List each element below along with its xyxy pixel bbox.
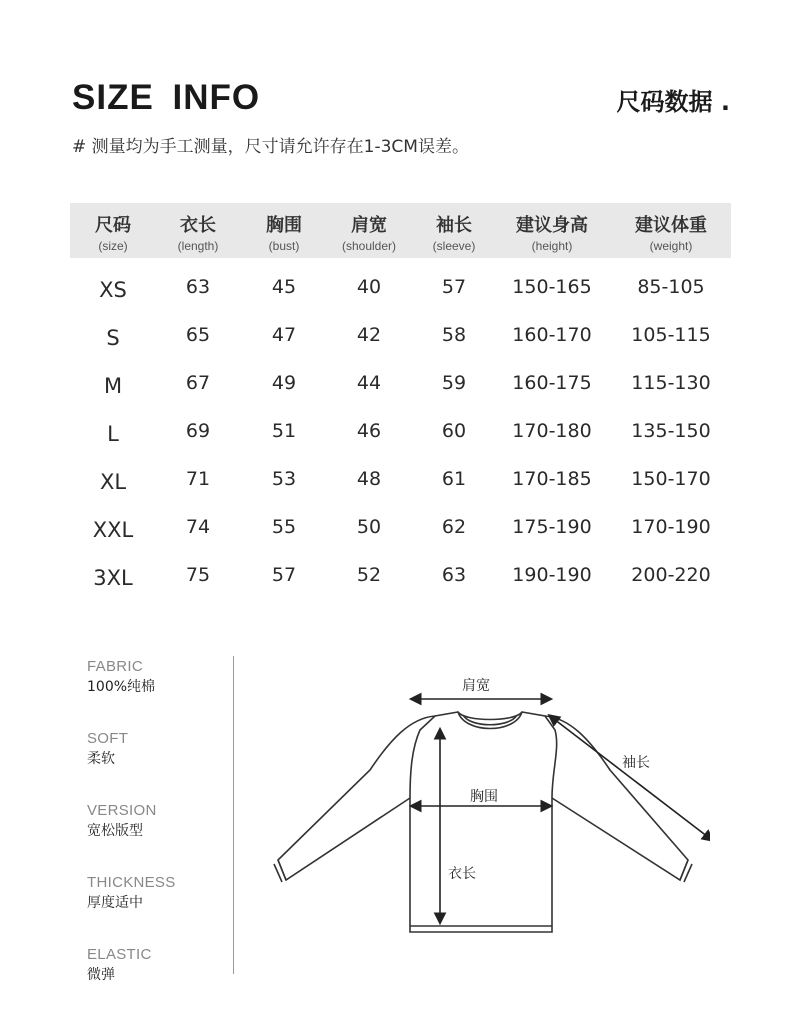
cell-bust: 55 <box>271 516 297 538</box>
cell-bust: 49 <box>271 372 297 394</box>
label-shoulder: 肩宽 <box>462 678 490 694</box>
cell-length: 65 <box>185 324 211 346</box>
table-row <box>0 420 800 450</box>
cell-shoulder: 40 <box>356 276 382 298</box>
attr-version: VERSION 宽松版型 <box>87 802 157 839</box>
table-row <box>0 324 800 354</box>
cell-sleeve: 58 <box>441 324 467 346</box>
label-bust: 胸围 <box>470 789 498 805</box>
cell-bust: 47 <box>271 324 297 346</box>
cell-shoulder: 46 <box>356 420 382 442</box>
shirt-outline <box>274 712 692 932</box>
cell-bust: 45 <box>271 276 297 298</box>
cell-size: XXL <box>92 518 134 542</box>
table-row <box>0 468 800 498</box>
page-title-cn: 尺码数据 . <box>616 88 730 116</box>
cell-length: 67 <box>185 372 211 394</box>
size-table-header <box>70 203 731 258</box>
header-shoulder: 肩宽 (shoulder) <box>341 215 397 253</box>
table-row <box>0 516 800 546</box>
cell-weight: 150-170 <box>631 468 711 490</box>
label-length: 衣长 <box>448 866 476 882</box>
cell-size: 3XL <box>93 566 133 590</box>
page-title: SIZE INFO <box>72 78 261 117</box>
cell-length: 71 <box>185 468 211 490</box>
cell-sleeve: 57 <box>441 276 467 298</box>
cell-height: 190-190 <box>512 564 592 586</box>
cell-size: XL <box>99 470 127 494</box>
cell-sleeve: 60 <box>441 420 467 442</box>
cell-shoulder: 42 <box>356 324 382 346</box>
cell-weight: 170-190 <box>631 516 711 538</box>
cell-length: 63 <box>185 276 211 298</box>
header-size: 尺码 (size) <box>95 215 131 253</box>
section-divider <box>233 656 234 974</box>
attr-fabric: FABRIC 100%纯棉 <box>87 658 156 695</box>
cell-weight: 200-220 <box>631 564 711 586</box>
sleeve-arrow <box>550 716 710 840</box>
cell-shoulder: 44 <box>356 372 382 394</box>
cell-height: 160-170 <box>512 324 592 346</box>
cell-height: 170-180 <box>512 420 592 442</box>
cell-shoulder: 48 <box>356 468 382 490</box>
cell-size: S <box>106 326 120 350</box>
header-length: 衣长 (length) <box>177 215 219 253</box>
cell-sleeve: 62 <box>441 516 467 538</box>
cell-bust: 53 <box>271 468 297 490</box>
cell-sleeve: 59 <box>441 372 467 394</box>
header-bust: 胸围 (bust) <box>266 215 302 253</box>
cell-shoulder: 52 <box>356 564 382 586</box>
cell-length: 75 <box>185 564 211 586</box>
cell-size: M <box>103 374 123 398</box>
measurement-note: # 测量均为手工测量，尺寸请允许存在1-3CM误差。 <box>72 137 469 157</box>
header-sleeve: 袖长 (sleeve) <box>432 215 476 253</box>
header-height: 建议身高 (height) <box>516 215 588 253</box>
cell-length: 69 <box>185 420 211 442</box>
cell-height: 150-165 <box>512 276 592 298</box>
cell-shoulder: 50 <box>356 516 382 538</box>
attr-elastic: ELASTIC 微弹 <box>87 946 152 983</box>
cell-weight: 135-150 <box>631 420 711 442</box>
table-row <box>0 564 800 594</box>
cell-size: L <box>107 422 119 446</box>
cell-bust: 57 <box>271 564 297 586</box>
label-sleeve: 袖长 <box>622 755 650 771</box>
header-weight: 建议体重 (weight) <box>635 215 707 253</box>
table-row <box>0 372 800 402</box>
cell-bust: 51 <box>271 420 297 442</box>
cell-height: 160-175 <box>512 372 592 394</box>
cell-sleeve: 61 <box>441 468 467 490</box>
cell-weight: 85-105 <box>637 276 705 298</box>
cell-length: 74 <box>185 516 211 538</box>
cell-weight: 115-130 <box>631 372 711 394</box>
table-row <box>0 276 800 306</box>
cell-height: 175-190 <box>512 516 592 538</box>
attr-soft: SOFT 柔软 <box>87 730 129 767</box>
attr-thickness: THICKNESS 厚度适中 <box>87 874 176 911</box>
cell-weight: 105-115 <box>631 324 711 346</box>
cell-height: 170-185 <box>512 468 592 490</box>
cell-size: XS <box>99 278 127 302</box>
cell-sleeve: 63 <box>441 564 467 586</box>
